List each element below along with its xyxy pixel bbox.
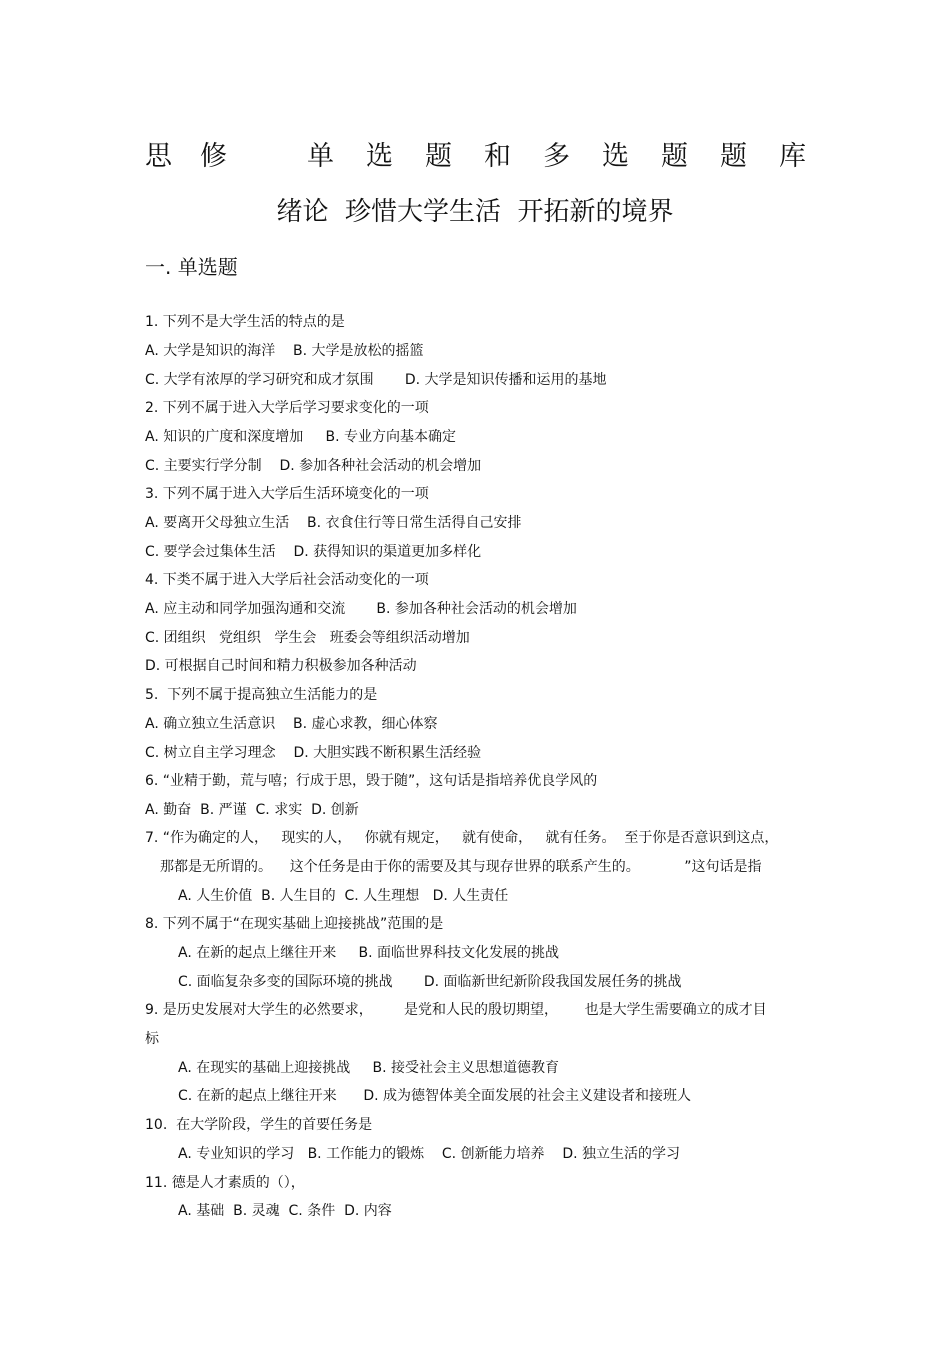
question-line: 11. 德是人才素质的（）， xyxy=(145,1175,305,1191)
option-line: A. 人生价值 B. 人生目的 C. 人生理想 D. 人生责任 xyxy=(178,888,509,904)
option-line: A. 应主动和同学加强沟通和交流 B. 参加各种社会活动的机会增加 xyxy=(145,601,577,617)
title-char: 和 xyxy=(484,141,511,172)
option-line: A. 在现实的基础上迎接挑战 B. 接受社会主义思想道德教育 xyxy=(178,1060,559,1076)
option-line: A. 大学是知识的海洋 B. 大学是放松的摇篮 xyxy=(145,343,424,359)
chapter-subtitle: 绪论 珍惜大学生活 开拓新的境界 xyxy=(276,197,674,227)
option-line: A. 知识的广度和深度增加 B. 专业方向基本确定 xyxy=(145,429,456,445)
option-line: A. 确立独立生活意识 B. 虚心求教，细心体察 xyxy=(145,716,438,732)
question-line: 标 xyxy=(145,1031,159,1047)
option-line: C. 团组织 党组织 学生会 班委会等组织活动增加 xyxy=(145,630,470,646)
question-line: 4. 下类不属于进入大学后社会活动变化的一项 xyxy=(145,572,429,588)
title-char: 选 xyxy=(366,141,393,172)
option-line: A. 勤奋 B. 严谨 C. 求实 D. 创新 xyxy=(145,802,359,818)
title-char: 选 xyxy=(602,141,629,172)
question-line: 2. 下列不属于进入大学后学习要求变化的一项 xyxy=(145,400,429,416)
question-line: 10. 在大学阶段，学生的首要任务是 xyxy=(145,1117,373,1133)
option-line: C. 要学会过集体生活 D. 获得知识的渠道更加多样化 xyxy=(145,544,482,560)
option-line: C. 树立自主学习理念 D. 大胆实践不断积累生活经验 xyxy=(145,745,482,761)
question-line: 那都是无所谓的。 这个任务是由于你的需要及其与现存世界的联系产生的。 ”这句话是指 xyxy=(160,859,762,875)
question-line: 6. “业精于勤，荒与嘻；行成于思，毁于随”，这句话是指培养优良学风的 xyxy=(145,773,598,789)
option-line: C. 主要实行学分制 D. 参加各种社会活动的机会增加 xyxy=(145,458,482,474)
option-line: D. 可根据自己时间和精力积极参加各种活动 xyxy=(145,658,417,674)
question-line: 9. 是历史发展对大学生的必然要求， 是党和人民的殷切期望， 也是大学生需要确立的成才目 xyxy=(145,1002,767,1018)
title-char: 库 xyxy=(779,141,806,172)
title-char: 单 xyxy=(307,141,334,172)
title-char: 多 xyxy=(543,141,570,172)
question-line: 5. 下列不属于提高独立生活能力的是 xyxy=(145,687,378,703)
option-line: C. 在新的起点上继往开来 D. 成为德智体美全面发展的社会主义建设者和接班人 xyxy=(178,1088,692,1104)
question-line: 8. 下列不属于“在现实基础上迎接挑战”范围的是 xyxy=(145,916,444,932)
title-char: 题 xyxy=(720,141,747,172)
option-line: C. 面临复杂多变的国际环境的挑战 D. 面临新世纪新阶段我国发展任务的挑战 xyxy=(178,974,682,990)
option-line: A. 基础 B. 灵魂 C. 条件 D. 内容 xyxy=(178,1203,392,1219)
option-line: A. 在新的起点上继往开来 B. 面临世界科技文化发展的挑战 xyxy=(178,945,559,961)
page-title xyxy=(145,139,810,179)
question-line: 1. 下列不是大学生活的特点的是 xyxy=(145,314,345,330)
title-char: 题 xyxy=(661,141,688,172)
title-char: 思 xyxy=(145,141,172,172)
title-char: 修 xyxy=(200,141,227,172)
question-line: 7. “作为确定的人， 现实的人， 你就有规定， 就有使命， 就有任务。 至于你是否意识到这点， xyxy=(145,830,779,846)
option-line: A. 专业知识的学习 B. 工作能力的锻炼 C. 创新能力培养 D. 独立生活的学习 xyxy=(178,1146,681,1162)
section-heading: 一. 单选题 xyxy=(145,255,238,279)
question-line: 3. 下列不属于进入大学后生活环境变化的一项 xyxy=(145,486,429,502)
title-char: 题 xyxy=(425,141,452,172)
option-line: A. 要离开父母独立生活 B. 衣食住行等日常生活得自己安排 xyxy=(145,515,522,531)
option-line: C. 大学有浓厚的学习研究和成才氛围 D. 大学是知识传播和运用的基地 xyxy=(145,372,607,388)
